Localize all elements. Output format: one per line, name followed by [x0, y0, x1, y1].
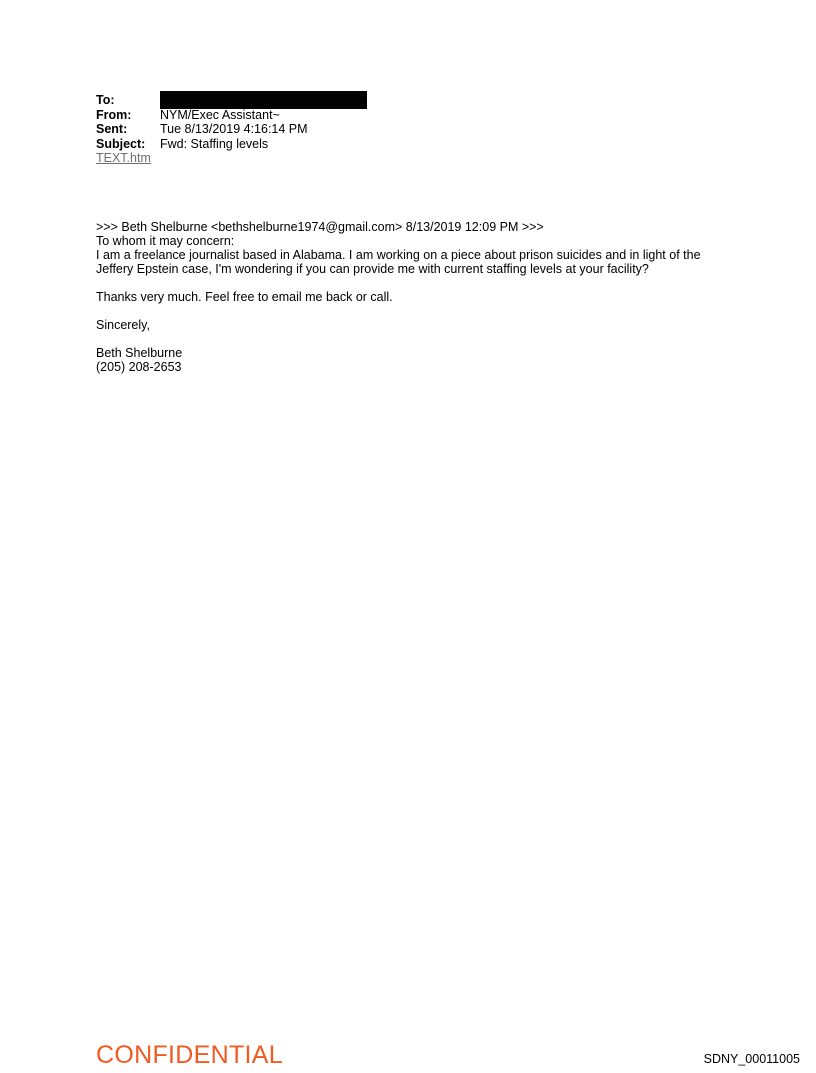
greeting: To whom it may concern: — [96, 234, 235, 248]
from-value: NYM/Exec Assistant~ — [160, 107, 280, 122]
email-body — [96, 220, 736, 374]
subject-label: Subject: — [96, 136, 146, 151]
sent-label: Sent: — [96, 122, 128, 136]
to-label: To: — [96, 93, 115, 107]
subject-value: Fwd: Staffing levels — [160, 136, 269, 151]
thanks-line: Thanks very much. Feel free to email me back or call. — [96, 290, 393, 304]
from-row — [96, 108, 367, 123]
from-label: From: — [96, 107, 132, 122]
attachment-row — [96, 151, 367, 166]
forward-line: >>> Beth Shelburne <bethshelburne1974@gmail.com> 8/13/2019 12:09 PM >>> — [96, 220, 544, 234]
sent-value: Tue 8/13/2019 4:16:14 PM — [160, 122, 308, 136]
signature-phone: (205) 208-2653 — [96, 360, 182, 374]
confidential-stamp: CONFIDENTIAL — [96, 1041, 283, 1069]
attachment-link[interactable]: TEXT.htm — [96, 151, 151, 165]
email-header — [96, 93, 367, 166]
signature-name: Beth Shelburne — [96, 346, 183, 360]
redaction-bar — [160, 91, 367, 109]
message-paragraph: I am a freelance journalist based in Alabama. I am working on a piece about prison suicides and in light of the Jeffery Epstein case, I'm wondering if you can provide me with current staffing levels at your facility? — [96, 248, 701, 276]
bates-number: SDNY_00011005 — [703, 1052, 800, 1066]
sent-row — [96, 122, 367, 137]
to-row — [96, 93, 367, 108]
subject-row — [96, 137, 367, 152]
closing-line: Sincerely, — [96, 318, 150, 332]
